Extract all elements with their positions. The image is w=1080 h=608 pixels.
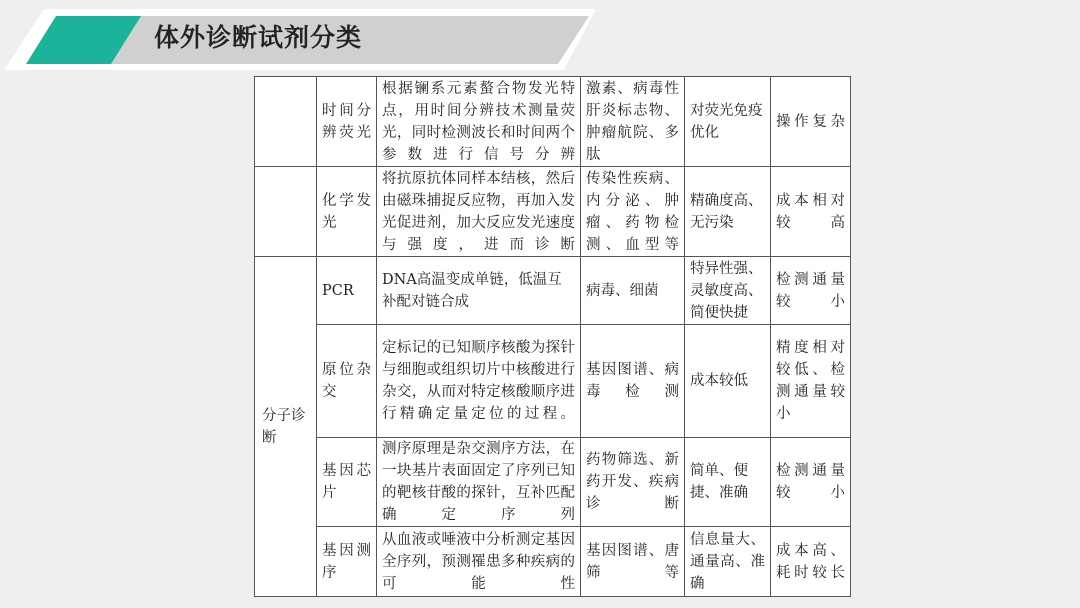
disadvantage-cell: 操作复杂 — [771, 77, 851, 167]
application-cell: 药物筛选、新药开发、疾病诊断 — [581, 438, 685, 527]
application-cell: 传染性疾病、内分泌、肿瘤、药物检测、血型等 — [581, 167, 685, 257]
disadvantage-cell: 成本相对较高 — [771, 167, 851, 257]
method-cell: 基因芯片 — [317, 438, 377, 527]
advantage-cell: 精确度高、无污染 — [685, 167, 771, 257]
principle-cell: 从血液或唾液中分析测定基因全序列，预测罹患多种疾病的可能性 — [377, 527, 581, 597]
advantage-cell: 对荧光免疫优化 — [685, 77, 771, 167]
disadvantage-cell: 检测通量较小 — [771, 438, 851, 527]
disadvantage-cell: 成本高、耗时较长 — [771, 527, 851, 597]
disadvantage-cell: 检测通量较小 — [771, 257, 851, 325]
table-row — [255, 167, 851, 257]
table-row — [255, 257, 851, 325]
method-cell: PCR — [317, 257, 377, 325]
principle-cell: 将抗原抗体同样本结核，然后由磁珠捕捉反应物，再加入发光促进剂，加大反应发光速度与强度，进而诊断 — [377, 167, 581, 257]
application-cell: 基因图谱、唐筛等 — [581, 527, 685, 597]
category-cell — [255, 167, 317, 257]
method-cell: 化学发光 — [317, 167, 377, 257]
table-row — [255, 77, 851, 167]
disadvantage-cell: 精度相对较低、检测通量较小 — [771, 325, 851, 438]
method-cell: 基因测序 — [317, 527, 377, 597]
advantage-cell: 成本较低 — [685, 325, 771, 438]
principle-cell: 测序原理是杂交测序方法，在一块基片表面固定了序列已知的靶核苷酸的探针，互补匹配确定序列 — [377, 438, 581, 527]
table-row — [255, 438, 851, 527]
principle-cell: 定标记的已知顺序核酸为探针与细胞或组织切片中核酸进行杂交，从而对特定核酸顺序进行精确定量定位的过程。 — [377, 325, 581, 438]
table-row — [255, 527, 851, 597]
application-cell: 激素、病毒性肝炎标志物、肿瘤航院、多肽 — [581, 77, 685, 167]
principle-cell: 根据镧系元素螯合物发光特点，用时间分辨技术测量荧光，同时检测波长和时间两个参数进行信号分辨 — [377, 77, 581, 167]
application-cell: 基因图谱、病毒检测 — [581, 325, 685, 438]
table-row — [255, 325, 851, 438]
principle-cell: DNA高温变成单链，低温互补配对链合成 — [377, 257, 581, 325]
ivd-classification-table — [254, 76, 851, 597]
advantage-cell: 特异性强、灵敏度高、简便快捷 — [685, 257, 771, 325]
method-cell: 原位杂交 — [317, 325, 377, 438]
application-cell: 病毒、细菌 — [581, 257, 685, 325]
method-cell: 时间分辨荧光 — [317, 77, 377, 167]
advantage-cell: 简单、便捷、准确 — [685, 438, 771, 527]
advantage-cell: 信息量大、通量高、准确 — [685, 527, 771, 597]
page-title: 体外诊断试剂分类 — [154, 23, 363, 52]
category-cell — [255, 77, 317, 167]
category-cell: 分子诊断 — [255, 257, 317, 597]
